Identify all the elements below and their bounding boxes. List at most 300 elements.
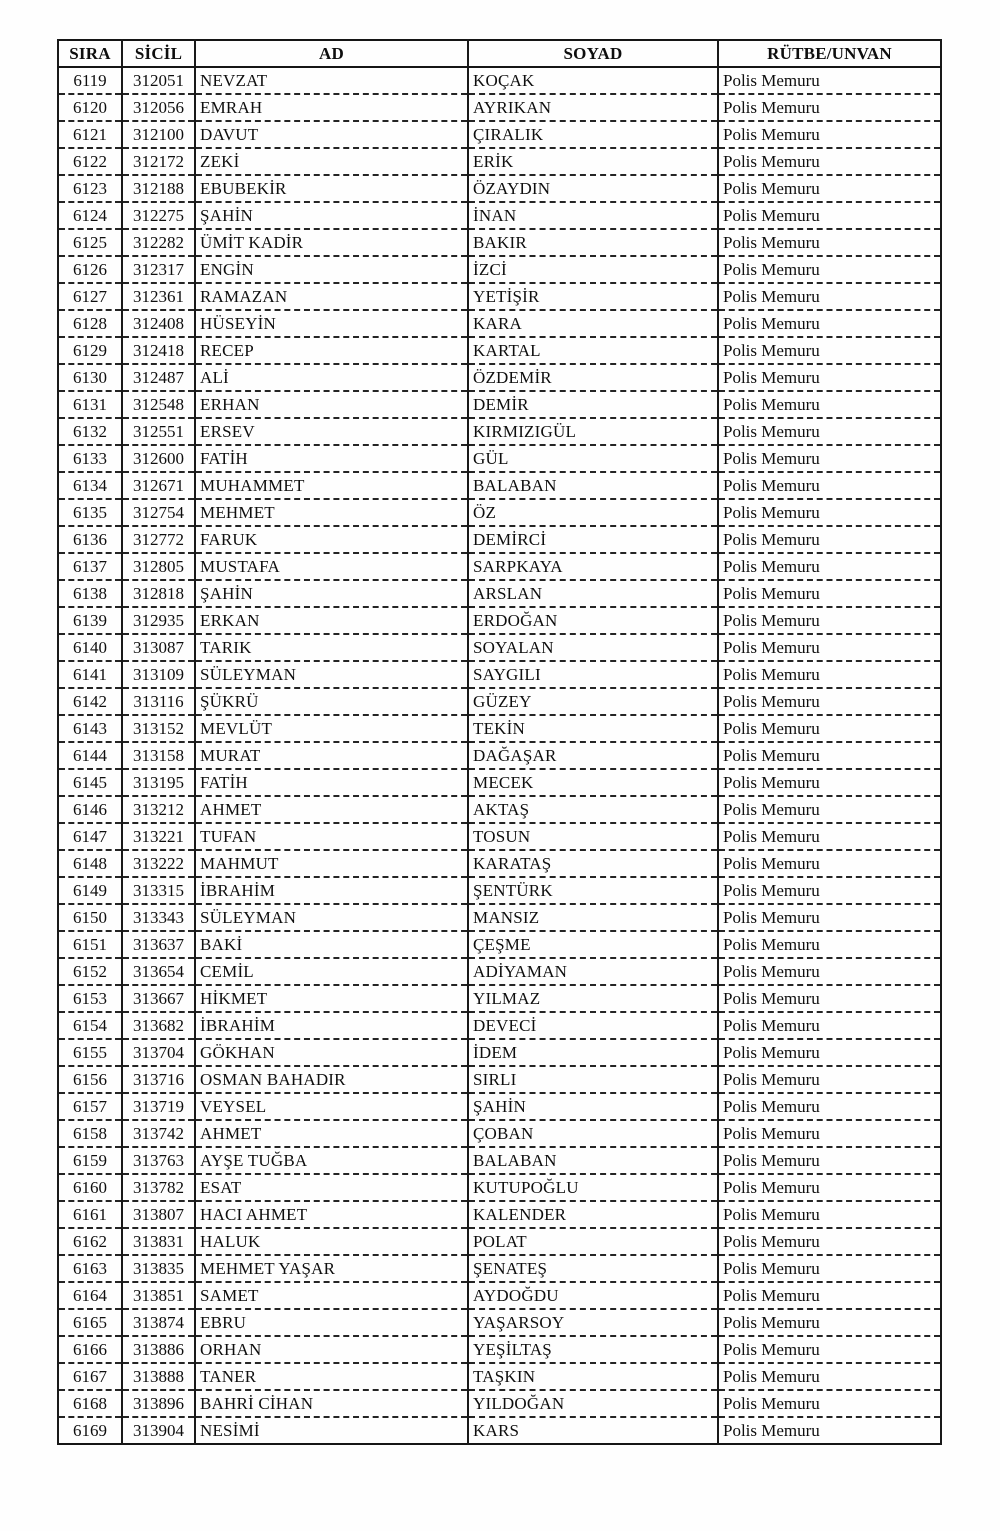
cell-rutbe-unvan: Polis Memuru	[718, 823, 941, 850]
cell-soyad: İZCİ	[468, 256, 718, 283]
cell-sira: 6138	[58, 580, 122, 607]
cell-sira: 6136	[58, 526, 122, 553]
cell-soyad: AKTAŞ	[468, 796, 718, 823]
cell-rutbe-unvan: Polis Memuru	[718, 310, 941, 337]
cell-ad: MUSTAFA	[195, 553, 468, 580]
cell-rutbe-unvan: Polis Memuru	[718, 175, 941, 202]
cell-rutbe-unvan: Polis Memuru	[718, 526, 941, 553]
cell-ad: TANER	[195, 1363, 468, 1390]
cell-sicil: 312772	[122, 526, 195, 553]
column-header-sira: SIRA	[58, 40, 122, 67]
cell-soyad: İDEM	[468, 1039, 718, 1066]
cell-rutbe-unvan: Polis Memuru	[718, 337, 941, 364]
cell-soyad: KOÇAK	[468, 67, 718, 94]
cell-rutbe-unvan: Polis Memuru	[718, 688, 941, 715]
cell-sicil: 312600	[122, 445, 195, 472]
cell-soyad: ŞENATEŞ	[468, 1255, 718, 1282]
cell-sira: 6134	[58, 472, 122, 499]
cell-sira: 6129	[58, 337, 122, 364]
cell-ad: ŞAHİN	[195, 202, 468, 229]
table-row	[58, 202, 941, 229]
cell-soyad: KARA	[468, 310, 718, 337]
cell-soyad: SAYGILI	[468, 661, 718, 688]
cell-ad: SÜLEYMAN	[195, 904, 468, 931]
cell-rutbe-unvan: Polis Memuru	[718, 742, 941, 769]
cell-sira: 6133	[58, 445, 122, 472]
table-row	[58, 337, 941, 364]
cell-ad: TUFAN	[195, 823, 468, 850]
cell-ad: VEYSEL	[195, 1093, 468, 1120]
cell-sira: 6168	[58, 1390, 122, 1417]
cell-sira: 6161	[58, 1201, 122, 1228]
cell-sicil: 313221	[122, 823, 195, 850]
cell-soyad: ŞENTÜRK	[468, 877, 718, 904]
cell-soyad: KARS	[468, 1417, 718, 1444]
cell-rutbe-unvan: Polis Memuru	[718, 364, 941, 391]
cell-soyad: GÜL	[468, 445, 718, 472]
cell-sicil: 313716	[122, 1066, 195, 1093]
cell-sicil: 313904	[122, 1417, 195, 1444]
cell-sira: 6135	[58, 499, 122, 526]
cell-ad: SAMET	[195, 1282, 468, 1309]
cell-ad: MAHMUT	[195, 850, 468, 877]
cell-sicil: 313087	[122, 634, 195, 661]
cell-sira: 6119	[58, 67, 122, 94]
cell-sicil: 312361	[122, 283, 195, 310]
cell-soyad: TAŞKIN	[468, 1363, 718, 1390]
cell-ad: AHMET	[195, 1120, 468, 1147]
cell-ad: FATİH	[195, 769, 468, 796]
table-row	[58, 1201, 941, 1228]
cell-sicil: 313343	[122, 904, 195, 931]
cell-ad: MEHMET	[195, 499, 468, 526]
cell-sicil: 312317	[122, 256, 195, 283]
table-row	[58, 553, 941, 580]
cell-sira: 6152	[58, 958, 122, 985]
table-row	[58, 1390, 941, 1417]
cell-sira: 6132	[58, 418, 122, 445]
cell-rutbe-unvan: Polis Memuru	[718, 283, 941, 310]
column-header-ad: AD	[195, 40, 468, 67]
cell-sira: 6149	[58, 877, 122, 904]
cell-sira: 6143	[58, 715, 122, 742]
table-row	[58, 148, 941, 175]
cell-sira: 6123	[58, 175, 122, 202]
cell-ad: ERKAN	[195, 607, 468, 634]
cell-sicil: 312935	[122, 607, 195, 634]
cell-sira: 6144	[58, 742, 122, 769]
cell-soyad: BALABAN	[468, 472, 718, 499]
cell-ad: MUHAMMET	[195, 472, 468, 499]
cell-soyad: SARPKAYA	[468, 553, 718, 580]
cell-sira: 6156	[58, 1066, 122, 1093]
table-row	[58, 1228, 941, 1255]
cell-soyad: SOYALAN	[468, 634, 718, 661]
cell-soyad: YETİŞİR	[468, 283, 718, 310]
cell-soyad: ARSLAN	[468, 580, 718, 607]
cell-ad: CEMİL	[195, 958, 468, 985]
table-row	[58, 1363, 941, 1390]
table-row	[58, 1120, 941, 1147]
cell-rutbe-unvan: Polis Memuru	[718, 661, 941, 688]
cell-sira: 6148	[58, 850, 122, 877]
cell-sicil: 312100	[122, 121, 195, 148]
cell-soyad: DEMİR	[468, 391, 718, 418]
cell-ad: MEHMET YAŞAR	[195, 1255, 468, 1282]
cell-sicil: 312188	[122, 175, 195, 202]
cell-soyad: DEVECİ	[468, 1012, 718, 1039]
table-row	[58, 580, 941, 607]
cell-ad: EBUBEKİR	[195, 175, 468, 202]
cell-sicil: 313888	[122, 1363, 195, 1390]
cell-sicil: 312275	[122, 202, 195, 229]
table-row	[58, 310, 941, 337]
table-row	[58, 742, 941, 769]
table-body	[58, 67, 941, 1444]
table-row	[58, 1336, 941, 1363]
cell-sira: 6139	[58, 607, 122, 634]
cell-rutbe-unvan: Polis Memuru	[718, 202, 941, 229]
cell-ad: DAVUT	[195, 121, 468, 148]
cell-soyad: ÖZAYDIN	[468, 175, 718, 202]
cell-rutbe-unvan: Polis Memuru	[718, 121, 941, 148]
cell-rutbe-unvan: Polis Memuru	[718, 1228, 941, 1255]
cell-soyad: KARATAŞ	[468, 850, 718, 877]
cell-sira: 6120	[58, 94, 122, 121]
cell-sira: 6150	[58, 904, 122, 931]
cell-soyad: KUTUPOĞLU	[468, 1174, 718, 1201]
cell-rutbe-unvan: Polis Memuru	[718, 1039, 941, 1066]
cell-sira: 6142	[58, 688, 122, 715]
cell-sira: 6157	[58, 1093, 122, 1120]
cell-sicil: 313831	[122, 1228, 195, 1255]
table-row	[58, 796, 941, 823]
cell-sicil: 313222	[122, 850, 195, 877]
cell-soyad: ERİK	[468, 148, 718, 175]
table-row	[58, 256, 941, 283]
table-row	[58, 769, 941, 796]
cell-sicil: 312548	[122, 391, 195, 418]
cell-sira: 6151	[58, 931, 122, 958]
cell-sira: 6125	[58, 229, 122, 256]
cell-soyad: MANSIZ	[468, 904, 718, 931]
cell-rutbe-unvan: Polis Memuru	[718, 634, 941, 661]
cell-rutbe-unvan: Polis Memuru	[718, 1201, 941, 1228]
table-row	[58, 1039, 941, 1066]
cell-sicil: 313315	[122, 877, 195, 904]
cell-ad: HÜSEYİN	[195, 310, 468, 337]
cell-soyad: YEŞİLTAŞ	[468, 1336, 718, 1363]
cell-rutbe-unvan: Polis Memuru	[718, 1147, 941, 1174]
table-row	[58, 229, 941, 256]
table-row	[58, 607, 941, 634]
table-row	[58, 634, 941, 661]
table-row	[58, 175, 941, 202]
column-header-soyad: SOYAD	[468, 40, 718, 67]
cell-sicil: 313886	[122, 1336, 195, 1363]
table-row	[58, 1255, 941, 1282]
cell-sira: 6124	[58, 202, 122, 229]
cell-sira: 6127	[58, 283, 122, 310]
table-row	[58, 1174, 941, 1201]
cell-sicil: 313835	[122, 1255, 195, 1282]
cell-sicil: 312487	[122, 364, 195, 391]
cell-sira: 6130	[58, 364, 122, 391]
cell-rutbe-unvan: Polis Memuru	[718, 148, 941, 175]
table-row	[58, 904, 941, 931]
cell-soyad: ÇEŞME	[468, 931, 718, 958]
cell-rutbe-unvan: Polis Memuru	[718, 877, 941, 904]
cell-ad: GÖKHAN	[195, 1039, 468, 1066]
cell-sicil: 312754	[122, 499, 195, 526]
cell-ad: MEVLÜT	[195, 715, 468, 742]
cell-soyad: KARTAL	[468, 337, 718, 364]
cell-rutbe-unvan: Polis Memuru	[718, 607, 941, 634]
cell-sira: 6126	[58, 256, 122, 283]
cell-soyad: DAĞAŞAR	[468, 742, 718, 769]
cell-soyad: TOSUN	[468, 823, 718, 850]
cell-sicil: 313807	[122, 1201, 195, 1228]
cell-ad: FARUK	[195, 526, 468, 553]
cell-sicil: 313158	[122, 742, 195, 769]
cell-ad: NESİMİ	[195, 1417, 468, 1444]
cell-soyad: BALABAN	[468, 1147, 718, 1174]
table-row	[58, 121, 941, 148]
cell-soyad: MECEK	[468, 769, 718, 796]
cell-rutbe-unvan: Polis Memuru	[718, 499, 941, 526]
cell-ad: BAKİ	[195, 931, 468, 958]
table-row	[58, 364, 941, 391]
table-row	[58, 985, 941, 1012]
cell-rutbe-unvan: Polis Memuru	[718, 67, 941, 94]
cell-sicil: 313109	[122, 661, 195, 688]
cell-soyad: POLAT	[468, 1228, 718, 1255]
cell-sicil: 313116	[122, 688, 195, 715]
cell-ad: İBRAHİM	[195, 877, 468, 904]
table-row	[58, 67, 941, 94]
cell-rutbe-unvan: Polis Memuru	[718, 850, 941, 877]
cell-ad: ENGİN	[195, 256, 468, 283]
cell-soyad: DEMİRCİ	[468, 526, 718, 553]
cell-soyad: ÇOBAN	[468, 1120, 718, 1147]
table-row	[58, 472, 941, 499]
cell-rutbe-unvan: Polis Memuru	[718, 931, 941, 958]
table-row	[58, 715, 941, 742]
cell-rutbe-unvan: Polis Memuru	[718, 1012, 941, 1039]
cell-ad: SÜLEYMAN	[195, 661, 468, 688]
cell-ad: ERHAN	[195, 391, 468, 418]
table-row	[58, 418, 941, 445]
cell-soyad: ERDOĞAN	[468, 607, 718, 634]
cell-ad: AYŞE TUĞBA	[195, 1147, 468, 1174]
cell-ad: OSMAN BAHADIR	[195, 1066, 468, 1093]
cell-sicil: 313667	[122, 985, 195, 1012]
cell-ad: HACI AHMET	[195, 1201, 468, 1228]
cell-rutbe-unvan: Polis Memuru	[718, 1255, 941, 1282]
cell-ad: ŞAHİN	[195, 580, 468, 607]
cell-rutbe-unvan: Polis Memuru	[718, 769, 941, 796]
cell-sira: 6146	[58, 796, 122, 823]
cell-sicil: 313212	[122, 796, 195, 823]
cell-rutbe-unvan: Polis Memuru	[718, 418, 941, 445]
table-row	[58, 1012, 941, 1039]
cell-ad: MURAT	[195, 742, 468, 769]
cell-rutbe-unvan: Polis Memuru	[718, 94, 941, 121]
cell-soyad: BAKIR	[468, 229, 718, 256]
table-row	[58, 1417, 941, 1444]
cell-sicil: 312551	[122, 418, 195, 445]
cell-rutbe-unvan: Polis Memuru	[718, 1066, 941, 1093]
cell-ad: ÜMİT KADİR	[195, 229, 468, 256]
cell-sicil: 313742	[122, 1120, 195, 1147]
cell-rutbe-unvan: Polis Memuru	[718, 1282, 941, 1309]
cell-ad: HİKMET	[195, 985, 468, 1012]
cell-sira: 6155	[58, 1039, 122, 1066]
cell-sicil: 312671	[122, 472, 195, 499]
personnel-table	[57, 39, 942, 1445]
cell-ad: AHMET	[195, 796, 468, 823]
cell-rutbe-unvan: Polis Memuru	[718, 1120, 941, 1147]
cell-rutbe-unvan: Polis Memuru	[718, 445, 941, 472]
cell-ad: ERSEV	[195, 418, 468, 445]
cell-sicil: 312282	[122, 229, 195, 256]
cell-rutbe-unvan: Polis Memuru	[718, 715, 941, 742]
cell-sira: 6131	[58, 391, 122, 418]
table-row	[58, 283, 941, 310]
cell-soyad: KALENDER	[468, 1201, 718, 1228]
cell-soyad: KIRMIZIGÜL	[468, 418, 718, 445]
cell-sicil: 312818	[122, 580, 195, 607]
cell-sicil: 312051	[122, 67, 195, 94]
cell-sicil: 312056	[122, 94, 195, 121]
cell-ad: NEVZAT	[195, 67, 468, 94]
cell-ad: ALİ	[195, 364, 468, 391]
table-row	[58, 391, 941, 418]
cell-soyad: YAŞARSOY	[468, 1309, 718, 1336]
cell-rutbe-unvan: Polis Memuru	[718, 472, 941, 499]
column-header-rutbe-unvan: RÜTBE/UNVAN	[718, 40, 941, 67]
cell-rutbe-unvan: Polis Memuru	[718, 796, 941, 823]
cell-sicil: 313763	[122, 1147, 195, 1174]
cell-soyad: YILDOĞAN	[468, 1390, 718, 1417]
table-row	[58, 850, 941, 877]
cell-soyad: ADİYAMAN	[468, 958, 718, 985]
cell-rutbe-unvan: Polis Memuru	[718, 229, 941, 256]
cell-rutbe-unvan: Polis Memuru	[718, 1336, 941, 1363]
cell-ad: HALUK	[195, 1228, 468, 1255]
table-row	[58, 499, 941, 526]
cell-ad: İBRAHİM	[195, 1012, 468, 1039]
table-row	[58, 688, 941, 715]
cell-sicil: 313704	[122, 1039, 195, 1066]
table-row	[58, 931, 941, 958]
cell-ad: RECEP	[195, 337, 468, 364]
cell-sira: 6140	[58, 634, 122, 661]
cell-soyad: İNAN	[468, 202, 718, 229]
cell-ad: BAHRİ CİHAN	[195, 1390, 468, 1417]
cell-soyad: ÇIRALIK	[468, 121, 718, 148]
cell-sira: 6162	[58, 1228, 122, 1255]
table-row	[58, 1093, 941, 1120]
cell-rutbe-unvan: Polis Memuru	[718, 1363, 941, 1390]
cell-sira: 6163	[58, 1255, 122, 1282]
cell-sira: 6169	[58, 1417, 122, 1444]
column-header-sicil: SİCİL	[122, 40, 195, 67]
cell-sicil: 313637	[122, 931, 195, 958]
cell-sira: 6159	[58, 1147, 122, 1174]
cell-rutbe-unvan: Polis Memuru	[718, 553, 941, 580]
cell-sicil: 313682	[122, 1012, 195, 1039]
cell-ad: ZEKİ	[195, 148, 468, 175]
cell-soyad: ÖZ	[468, 499, 718, 526]
cell-sicil: 313195	[122, 769, 195, 796]
cell-ad: RAMAZAN	[195, 283, 468, 310]
cell-soyad: SIRLI	[468, 1066, 718, 1093]
cell-rutbe-unvan: Polis Memuru	[718, 1390, 941, 1417]
cell-sicil: 312805	[122, 553, 195, 580]
cell-soyad: AYDOĞDU	[468, 1282, 718, 1309]
table-row	[58, 94, 941, 121]
cell-sira: 6153	[58, 985, 122, 1012]
table-row	[58, 1309, 941, 1336]
cell-sira: 6122	[58, 148, 122, 175]
cell-soyad: GÜZEY	[468, 688, 718, 715]
cell-rutbe-unvan: Polis Memuru	[718, 256, 941, 283]
table-row	[58, 1147, 941, 1174]
cell-sira: 6167	[58, 1363, 122, 1390]
cell-sira: 6165	[58, 1309, 122, 1336]
cell-rutbe-unvan: Polis Memuru	[718, 1417, 941, 1444]
cell-ad: ESAT	[195, 1174, 468, 1201]
table-row	[58, 877, 941, 904]
cell-rutbe-unvan: Polis Memuru	[718, 985, 941, 1012]
cell-soyad: ŞAHİN	[468, 1093, 718, 1120]
cell-rutbe-unvan: Polis Memuru	[718, 1309, 941, 1336]
table-row	[58, 1282, 941, 1309]
cell-sira: 6158	[58, 1120, 122, 1147]
cell-sira: 6137	[58, 553, 122, 580]
cell-rutbe-unvan: Polis Memuru	[718, 904, 941, 931]
cell-soyad: YILMAZ	[468, 985, 718, 1012]
cell-soyad: ÖZDEMİR	[468, 364, 718, 391]
cell-sicil: 313654	[122, 958, 195, 985]
cell-ad: EMRAH	[195, 94, 468, 121]
cell-sicil: 312408	[122, 310, 195, 337]
cell-sicil: 313851	[122, 1282, 195, 1309]
cell-ad: ORHAN	[195, 1336, 468, 1363]
table-row	[58, 661, 941, 688]
cell-sicil: 313152	[122, 715, 195, 742]
cell-sicil: 313782	[122, 1174, 195, 1201]
cell-ad: ŞÜKRÜ	[195, 688, 468, 715]
cell-sira: 6154	[58, 1012, 122, 1039]
cell-sira: 6166	[58, 1336, 122, 1363]
cell-sicil: 312418	[122, 337, 195, 364]
cell-sira: 6147	[58, 823, 122, 850]
table-row	[58, 958, 941, 985]
table-row	[58, 445, 941, 472]
cell-soyad: TEKİN	[468, 715, 718, 742]
cell-sira: 6121	[58, 121, 122, 148]
cell-rutbe-unvan: Polis Memuru	[718, 391, 941, 418]
cell-sicil: 313874	[122, 1309, 195, 1336]
cell-soyad: AYRIKAN	[468, 94, 718, 121]
table-row	[58, 823, 941, 850]
cell-rutbe-unvan: Polis Memuru	[718, 1174, 941, 1201]
cell-ad: TARIK	[195, 634, 468, 661]
cell-sira: 6145	[58, 769, 122, 796]
cell-sira: 6160	[58, 1174, 122, 1201]
